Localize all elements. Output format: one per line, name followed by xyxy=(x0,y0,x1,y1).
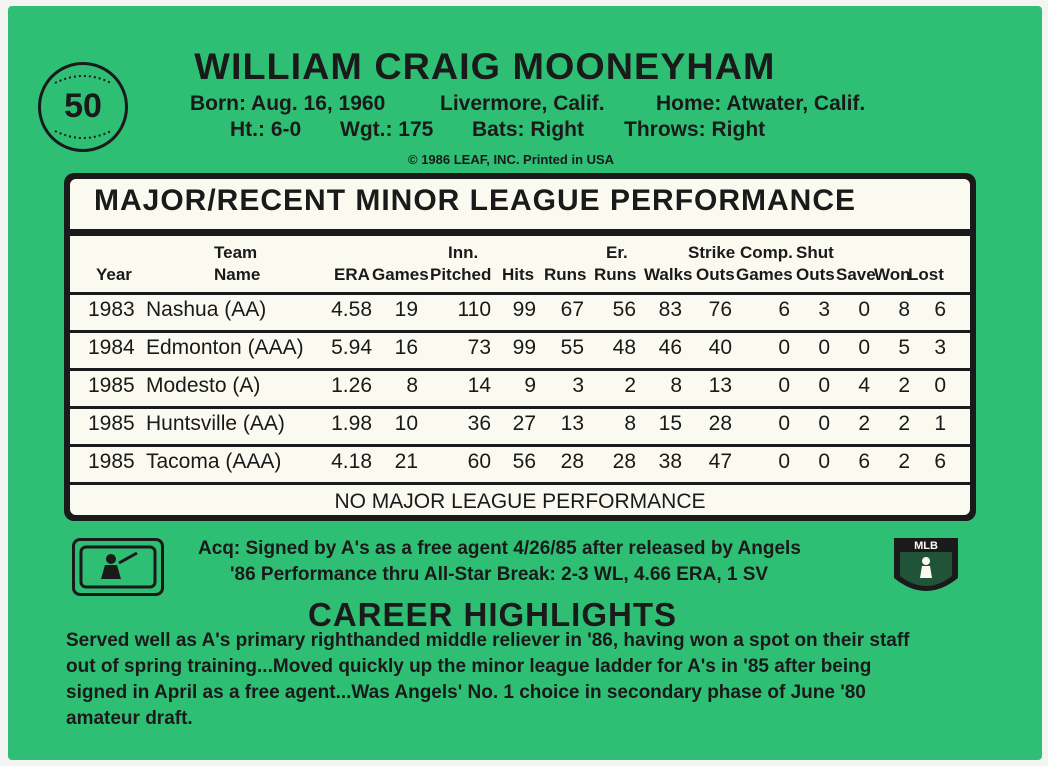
cell-save: 4 xyxy=(858,374,870,397)
cell-won: 8 xyxy=(898,298,910,321)
cell-team: Nashua (AA) xyxy=(146,298,267,321)
cell-lost: 6 xyxy=(934,298,946,321)
header-inn-top: Inn. xyxy=(448,243,479,262)
row-divider xyxy=(70,368,970,371)
cell-cg: 0 xyxy=(778,450,790,473)
cell-year: 1985 xyxy=(88,374,135,397)
cell-er: 28 xyxy=(612,450,636,473)
bio-birthplace: Livermore, Calif. xyxy=(440,92,605,115)
header-divider xyxy=(70,292,970,295)
cell-era: 4.58 xyxy=(331,298,372,321)
cell-cg: 0 xyxy=(778,374,790,397)
cell-runs: 28 xyxy=(560,450,584,473)
mlbpa-logo xyxy=(890,534,962,604)
highlights-line-3: signed in April as a free agent...Was Angels' No. 1 choice in secondary phase of June '80 xyxy=(66,682,866,703)
cell-er: 48 xyxy=(612,336,636,359)
cell-games: 19 xyxy=(394,298,418,321)
cell-cg: 0 xyxy=(778,412,790,435)
cell-inn: 73 xyxy=(467,336,491,359)
header-year: Year xyxy=(96,265,132,284)
stats-table xyxy=(64,173,976,521)
cell-won: 2 xyxy=(898,412,910,435)
cell-won: 2 xyxy=(898,374,910,397)
cell-walks: 38 xyxy=(658,450,682,473)
cell-lost: 3 xyxy=(934,336,946,359)
header-inn-bottom: Pitched xyxy=(430,265,492,284)
cell-er: 2 xyxy=(624,374,636,397)
cell-sho: 0 xyxy=(818,336,830,359)
header-games: Games xyxy=(372,265,429,284)
cell-walks: 46 xyxy=(658,336,682,359)
cell-sho: 0 xyxy=(818,450,830,473)
highlights-line-4: amateur draft. xyxy=(66,708,193,729)
mlb-logo xyxy=(72,538,164,596)
cell-walks: 8 xyxy=(670,374,682,397)
cell-games: 8 xyxy=(406,374,418,397)
row-divider xyxy=(70,330,970,333)
copyright: © 1986 LEAF, INC. Printed in USA xyxy=(408,152,615,167)
baseball-card-number-badge xyxy=(38,62,128,152)
cell-games: 16 xyxy=(394,336,418,359)
card-number: 50 xyxy=(64,87,102,125)
cell-year: 1985 xyxy=(88,412,135,435)
cell-inn: 110 xyxy=(457,298,491,321)
cell-runs: 67 xyxy=(560,298,584,321)
cell-year: 1985 xyxy=(88,450,135,473)
cell-so: 28 xyxy=(708,412,732,435)
cell-cg: 0 xyxy=(778,336,790,359)
header-team-bottom: Name xyxy=(214,265,261,284)
header-save: Save xyxy=(836,265,876,284)
cell-cg: 6 xyxy=(778,298,790,321)
cell-year: 1983 xyxy=(88,298,135,321)
header-team-top: Team xyxy=(214,243,258,262)
bio-home: Home: Atwater, Calif. xyxy=(656,92,866,115)
cell-walks: 83 xyxy=(658,298,682,321)
header-cg-top: Comp. xyxy=(740,243,793,262)
player-name: WILLIAM CRAIG MOONEYHAM xyxy=(194,46,776,87)
cell-era: 1.26 xyxy=(331,374,372,397)
header-er-top: Er. xyxy=(606,243,628,262)
cell-save: 0 xyxy=(858,298,870,321)
cell-inn: 36 xyxy=(467,412,491,435)
cell-hits: 99 xyxy=(512,336,536,359)
cell-team: Huntsville (AA) xyxy=(146,412,285,435)
cell-er: 56 xyxy=(612,298,636,321)
header-cg-bottom: Games xyxy=(736,265,793,284)
cell-save: 6 xyxy=(858,450,870,473)
header-sho-top: Shut xyxy=(796,243,834,262)
header-won: Won xyxy=(874,265,911,284)
mlbpa-logo-text: MLB xyxy=(914,540,938,552)
cell-save: 2 xyxy=(858,412,870,435)
row-divider xyxy=(70,482,970,485)
header-lost: Lost xyxy=(908,265,944,284)
bio-born: Born: Aug. 16, 1960 xyxy=(190,92,386,115)
cell-sho: 0 xyxy=(818,374,830,397)
cell-sho: 0 xyxy=(818,412,830,435)
cell-so: 40 xyxy=(708,336,732,359)
cell-era: 4.18 xyxy=(331,450,372,473)
header-er-bottom: Runs xyxy=(594,265,637,284)
bio-throws: Throws: Right xyxy=(624,118,766,141)
cell-year: 1984 xyxy=(88,336,135,359)
cell-won: 2 xyxy=(898,450,910,473)
acquisition-line: Acq: Signed by A's as a free agent 4/26/85 after released by Angels xyxy=(198,538,801,559)
header-era: ERA xyxy=(334,265,370,284)
cell-runs: 55 xyxy=(560,336,584,359)
cell-won: 5 xyxy=(898,336,910,359)
cell-inn: 60 xyxy=(467,450,491,473)
header-walks: Walks xyxy=(644,265,693,284)
cell-er: 8 xyxy=(624,412,636,435)
row-divider xyxy=(70,444,970,447)
career-highlights-title: CAREER HIGHLIGHTS xyxy=(308,596,678,633)
cell-lost: 0 xyxy=(934,374,946,397)
cell-so: 13 xyxy=(708,374,732,397)
bio-bats: Bats: Right xyxy=(472,118,584,141)
no-major-league-note: NO MAJOR LEAGUE PERFORMANCE xyxy=(334,490,706,513)
performance-line: '86 Performance thru All-Star Break: 2-3 WL, 4.66 ERA, 1 SV xyxy=(230,564,769,585)
header-sho-bottom: Outs xyxy=(796,265,835,284)
cell-sho: 3 xyxy=(818,298,830,321)
cell-save: 0 xyxy=(858,336,870,359)
stats-title: MAJOR/RECENT MINOR LEAGUE PERFORMANCE xyxy=(94,184,857,217)
players-association-shield-icon xyxy=(890,534,962,604)
highlights-line-2: out of spring training...Moved quickly up the minor league ladder for A's in '85 after being xyxy=(66,656,872,677)
cell-runs: 13 xyxy=(560,412,584,435)
bio-weight: Wgt.: 175 xyxy=(340,118,434,141)
header-so-top: Strike xyxy=(688,243,736,262)
cell-team: Edmonton (AAA) xyxy=(146,336,304,359)
header-runs: Runs xyxy=(544,265,587,284)
highlights-line-1: Served well as A's primary righthanded middle reliever in '86, having won a spot on their staff xyxy=(66,630,910,651)
cell-era: 1.98 xyxy=(331,412,372,435)
cell-lost: 6 xyxy=(934,450,946,473)
cell-runs: 3 xyxy=(572,374,584,397)
bio-height: Ht.: 6-0 xyxy=(230,118,302,141)
cell-games: 10 xyxy=(394,412,418,435)
card-back xyxy=(8,6,1042,760)
cell-team: Tacoma (AAA) xyxy=(146,450,282,473)
header-hits: Hits xyxy=(502,265,535,284)
cell-hits: 9 xyxy=(524,374,536,397)
cell-lost: 1 xyxy=(934,412,946,435)
stats-panel xyxy=(70,179,970,515)
header-so-bottom: Outs xyxy=(696,265,735,284)
cell-so: 47 xyxy=(708,450,732,473)
cell-hits: 27 xyxy=(512,412,536,435)
cell-hits: 56 xyxy=(512,450,536,473)
batter-silhouette-icon xyxy=(75,541,161,593)
cell-games: 21 xyxy=(394,450,418,473)
title-divider xyxy=(70,229,970,236)
row-divider xyxy=(70,406,970,409)
cell-inn: 14 xyxy=(467,374,491,397)
cell-team: Modesto (A) xyxy=(146,374,261,397)
cell-hits: 99 xyxy=(512,298,536,321)
cell-era: 5.94 xyxy=(331,336,372,359)
cell-so: 76 xyxy=(708,298,732,321)
cell-walks: 15 xyxy=(658,412,682,435)
